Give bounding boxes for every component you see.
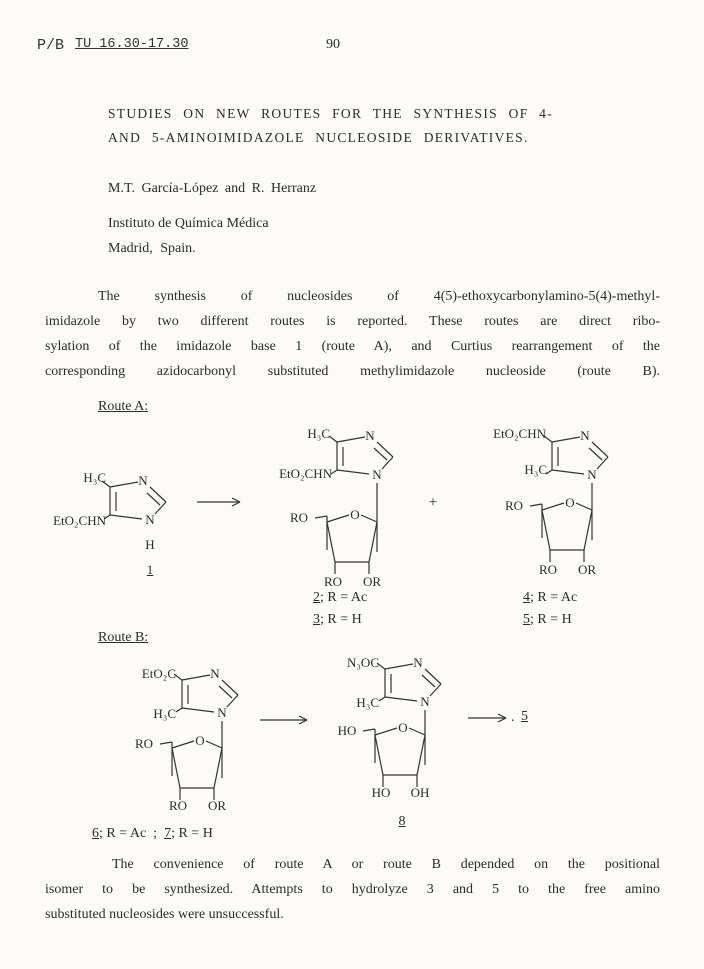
mol6-n1-label: N: [217, 705, 227, 720]
session-code: P/B: [37, 37, 65, 54]
conclusion-line-3: substituted nucleosides were unsuccessful.: [45, 907, 284, 922]
conclusion-line-2: isomer to be synthesized. Attempts to hydrolyze 3 and 5 to the free amino: [45, 882, 660, 897]
conclusion-line-1: The convenience of route A or route B depended on the positional: [112, 857, 660, 872]
mol6-ring-o-label: O: [195, 733, 205, 748]
mol6-2-or-label: OR: [207, 798, 227, 813]
reaction-arrow-b1: [260, 716, 307, 724]
product-number-5: 5: [521, 709, 528, 724]
paper-title-line-1: STUDIES ON NEW ROUTES FOR THE SYNTHESIS OF 4-: [108, 106, 554, 121]
mol2-methyl-label: H₃C: [307, 426, 330, 441]
caption-2-text: ; R = Ac: [320, 590, 368, 605]
mol8-ring-o-label: O: [398, 720, 408, 735]
mol8-methyl-label: H₃C: [356, 695, 379, 710]
session-time: TU 16.30-17.30: [75, 37, 189, 52]
caption-6-text: ; R = Ac ;: [99, 826, 158, 841]
mol2-carbamate-label: EtO₂CHN: [279, 466, 332, 481]
molecule-4-ring: [544, 436, 608, 474]
mol6-n3-label: N: [210, 666, 220, 681]
compound-number-5: 5: [523, 612, 530, 627]
mol4-carbamate-label: EtO₂CHN: [493, 426, 546, 441]
product-dot: .: [511, 710, 515, 725]
mol8-n1-label: N: [420, 694, 430, 709]
molecule-2-sugar: [315, 515, 377, 574]
molecule-6-ring: [174, 674, 238, 712]
mol4-n3-label: N: [580, 428, 590, 443]
molecule-6-sugar: [160, 741, 222, 800]
mol8-5-ho-label: HO: [337, 723, 357, 738]
intro-line-3: sylation of the imidazole base 1 (route A), and Curtius rearrangement of the: [45, 339, 660, 354]
mol2-n3-label: N: [365, 428, 375, 443]
compound-number-1: 1: [146, 562, 154, 577]
caption-2: [313, 590, 367, 606]
caption-5-text: ; R = H: [530, 612, 572, 627]
reaction-arrow-b2: [468, 714, 506, 722]
molecule-8-sugar: [363, 728, 425, 787]
caption-7-text: ; R = H: [171, 826, 213, 841]
route-a-label: Route A:: [98, 399, 149, 414]
mol1-n1-label: N: [145, 512, 155, 527]
molecule-2-ring: [329, 436, 393, 474]
compound-number-2: 2: [313, 590, 320, 605]
route-b-label: Route B:: [98, 630, 149, 645]
page-number: 90: [326, 37, 340, 52]
mol2-3-ro-label: RO: [323, 574, 343, 589]
paper-title-line-2: AND 5-AMINOIMIDAZOLE NUCLEOSIDE DERIVATIVES.: [108, 130, 529, 145]
molecule-8-ring: [377, 663, 441, 701]
mol4-ring-o-label: O: [565, 495, 575, 510]
mol4-n1-label: N: [587, 467, 597, 482]
mol2-n1-label: N: [372, 467, 382, 482]
mol6-5-ro-label: RO: [134, 736, 154, 751]
mol4-3-ro-label: RO: [538, 562, 558, 577]
mol2-ring-o-label: O: [350, 507, 360, 522]
caption-4: [523, 590, 577, 606]
caption-5: [523, 612, 572, 628]
mol4-5-ro-label: RO: [504, 498, 524, 513]
caption-6-7: [92, 826, 213, 842]
intro-line-1: The synthesis of nucleosides of 4(5)-ethoxycarbonylamino-5(4)-methyl-: [98, 289, 660, 304]
compound-number-7: 7: [164, 826, 172, 841]
caption-3-text: ; R = H: [320, 612, 362, 627]
compound-number-3: 3: [313, 612, 320, 627]
mol1-carbamate-label: EtO₂CHN: [53, 513, 106, 528]
mol1-n3-label: N: [138, 473, 148, 488]
mol2-2-or-label: OR: [362, 574, 382, 589]
mol8-2-oh-label: OH: [410, 785, 430, 800]
molecule-4-sugar: [530, 503, 592, 562]
mol8-azidocarbonyl-label: N₃OC: [347, 655, 379, 670]
mol4-2-or-label: OR: [577, 562, 597, 577]
mol1-h-label: H: [145, 537, 155, 552]
affiliation-institute: Instituto de Química Médica: [108, 216, 269, 231]
compound-number-4: 4: [523, 590, 530, 605]
reaction-arrow-a: [197, 498, 240, 506]
mol6-ester-label: EtO₂C: [141, 666, 176, 681]
mol2-5-ro-label: RO: [289, 510, 309, 525]
mol4-methyl-label: H₃C: [524, 462, 547, 477]
molecule-1-ring: [102, 481, 166, 519]
intro-line-2: imidazole by two different routes is reported. These routes are direct ribo-: [45, 314, 660, 329]
mol1-methyl-label: H₃C: [83, 470, 106, 485]
mol8-n3-label: N: [413, 655, 423, 670]
mol6-3-ro-label: RO: [168, 798, 188, 813]
affiliation-city: Madrid, Spain.: [108, 241, 196, 256]
intro-line-4: corresponding azidocarbonyl substituted methylimidazole nucleoside (route B).: [45, 364, 660, 379]
caption-4-text: ; R = Ac: [530, 590, 578, 605]
compound-number-6: 6: [92, 826, 99, 841]
mol8-3-ho-label: HO: [371, 785, 391, 800]
plus-sign: +: [428, 494, 438, 511]
mol6-methyl-label: H₃C: [153, 706, 176, 721]
caption-3: [313, 612, 362, 628]
compound-number-8: 8: [398, 814, 406, 829]
authors: M.T. García-López and R. Herranz: [108, 181, 317, 196]
